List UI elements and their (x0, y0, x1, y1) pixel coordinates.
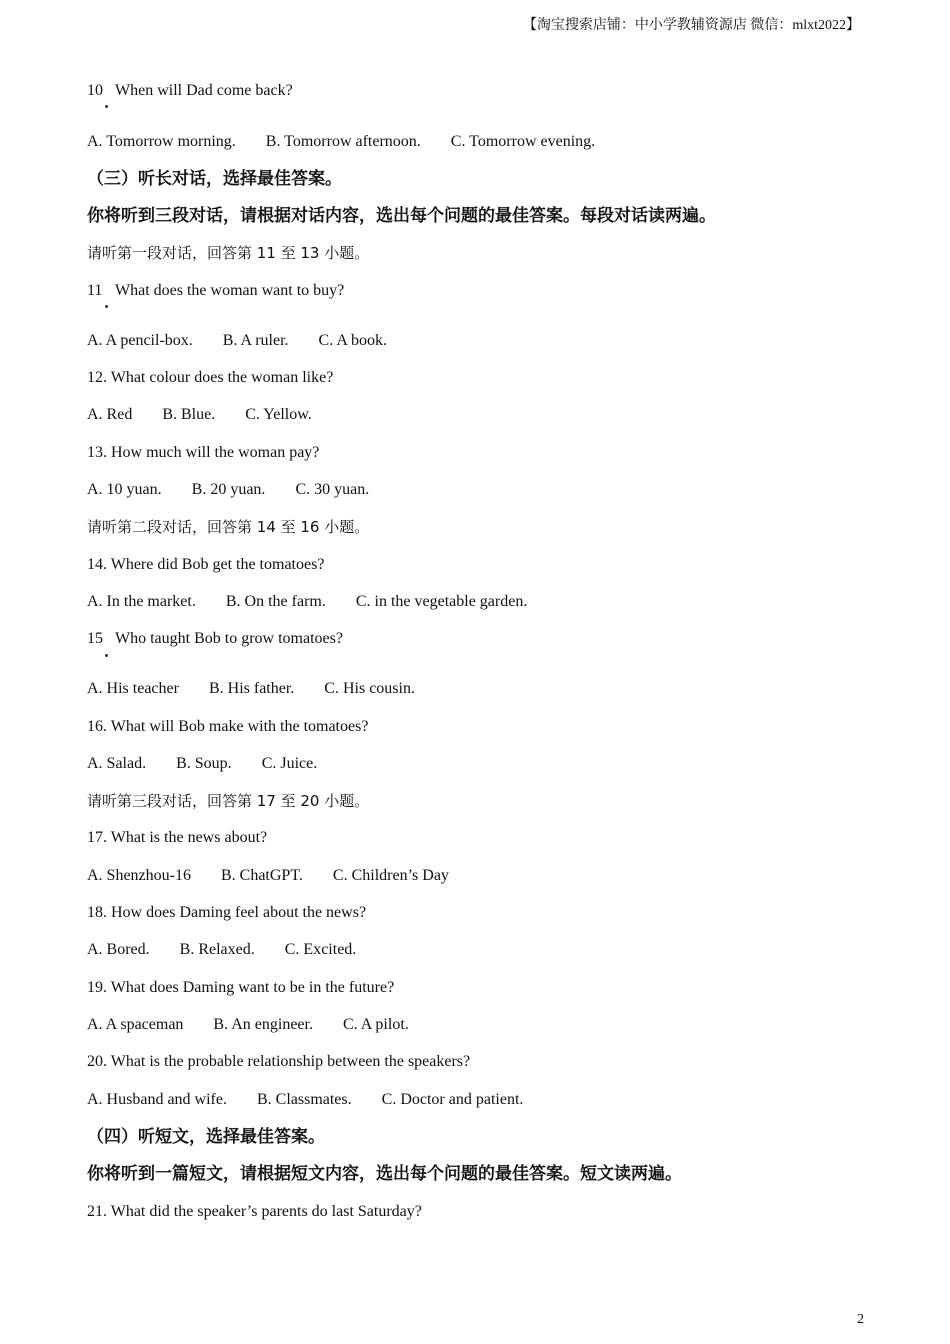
option-c: C. 30 yuan. (295, 481, 370, 498)
option-c: C. His cousin. (324, 680, 415, 697)
section-4-instruction: 你将听到一篇短文，请根据短文内容，选出每个问题的最佳答案。短文读两遍。 (87, 1164, 682, 1184)
option-a: A. 10 yuan. (87, 481, 162, 498)
question-13-options (87, 480, 369, 500)
question-10 (87, 81, 293, 101)
question-text: What does the woman want to buy? (115, 282, 345, 299)
option-a: A. A spaceman (87, 1016, 184, 1033)
question-13: 13. How much will the woman pay? (87, 444, 320, 461)
question-17: 17. What is the news about? (87, 829, 268, 846)
dot-mark (105, 305, 108, 308)
option-c: C. A pilot. (342, 1016, 409, 1033)
option-b: B. Tomorrow afternoon. (265, 133, 421, 150)
option-a: A. Salad. (87, 755, 147, 772)
option-b: B. On the farm. (225, 593, 326, 610)
option-a: A. A pencil-box. (87, 332, 193, 349)
option-b: B. His father. (208, 680, 295, 697)
option-b: B. Classmates. (256, 1091, 352, 1108)
option-c: C. Tomorrow evening. (450, 133, 596, 150)
option-b: B. 20 yuan. (191, 481, 266, 498)
page-number: 2 (857, 1312, 864, 1327)
question-20-options (87, 1090, 523, 1110)
dialogue-2-intro: 请听第二段对话，回答第 14 至 16 小题。 (87, 518, 370, 536)
question-number: 15 (87, 630, 103, 647)
option-b: B. Relaxed. (179, 941, 255, 958)
section-3-title: （三）听长对话，选择最佳答案。 (87, 169, 342, 189)
question-10-options (87, 132, 595, 152)
option-c: C. A book. (318, 332, 388, 349)
option-a: A. Husband and wife. (87, 1091, 227, 1108)
question-14: 14. Where did Bob get the tomatoes? (87, 556, 325, 573)
option-a: A. Shenzhou-16 (87, 867, 191, 884)
option-a: A. Bored. (87, 941, 150, 958)
dialogue-1-intro: 请听第一段对话，回答第 11 至 13 小题。 (87, 244, 370, 262)
question-11 (87, 281, 344, 301)
option-a: A. Tomorrow morning. (87, 133, 236, 150)
option-c: C. in the vegetable garden. (355, 593, 528, 610)
option-c: C. Yellow. (245, 406, 312, 423)
option-c: C. Doctor and patient. (381, 1091, 524, 1108)
question-18-options (87, 940, 356, 960)
question-12-options (87, 405, 312, 425)
dialogue-3-intro: 请听第三段对话，回答第 17 至 20 小题。 (87, 792, 370, 810)
question-15-options (87, 679, 415, 699)
option-b: B. Blue. (162, 406, 216, 423)
question-14-options (87, 592, 527, 612)
dot-mark (105, 105, 108, 108)
section-4-title: （四）听短文，选择最佳答案。 (87, 1127, 325, 1147)
question-21: 21. What did the speaker’s parents do last Saturday? (87, 1203, 422, 1220)
option-b: B. A ruler. (222, 332, 289, 349)
question-16-options (87, 754, 317, 774)
option-c: C. Children’s Day (332, 867, 449, 884)
option-c: C. Juice. (261, 755, 318, 772)
section-3-instruction: 你将听到三段对话，请根据对话内容，选出每个问题的最佳答案。每段对话读两遍。 (87, 206, 716, 226)
option-a: A. In the market. (87, 593, 196, 610)
option-a: A. His teacher (87, 680, 179, 697)
question-17-options (87, 866, 449, 886)
question-text: When will Dad come back? (115, 82, 293, 99)
question-12: 12. What colour does the woman like? (87, 369, 334, 386)
option-a: A. Red (87, 406, 133, 423)
question-15 (87, 629, 343, 649)
question-18: 18. How does Daming feel about the news? (87, 904, 367, 921)
option-b: B. ChatGPT. (220, 867, 303, 884)
dot-mark (105, 654, 108, 657)
question-text: Who taught Bob to grow tomatoes? (115, 630, 343, 647)
question-19: 19. What does Daming want to be in the future? (87, 979, 395, 996)
option-c: C. Excited. (284, 941, 357, 958)
question-number: 11 (87, 282, 103, 299)
question-16: 16. What will Bob make with the tomatoes? (87, 718, 369, 735)
question-number: 10 (87, 82, 103, 99)
option-b: B. An engineer. (213, 1016, 313, 1033)
question-19-options (87, 1015, 409, 1035)
question-11-options (87, 331, 387, 351)
option-b: B. Soup. (176, 755, 232, 772)
page-header: 【淘宝搜索店铺：中小学教辅资源店 微信：mlxt2022】 (522, 18, 860, 33)
question-20: 20. What is the probable relationship between the speakers? (87, 1053, 471, 1070)
